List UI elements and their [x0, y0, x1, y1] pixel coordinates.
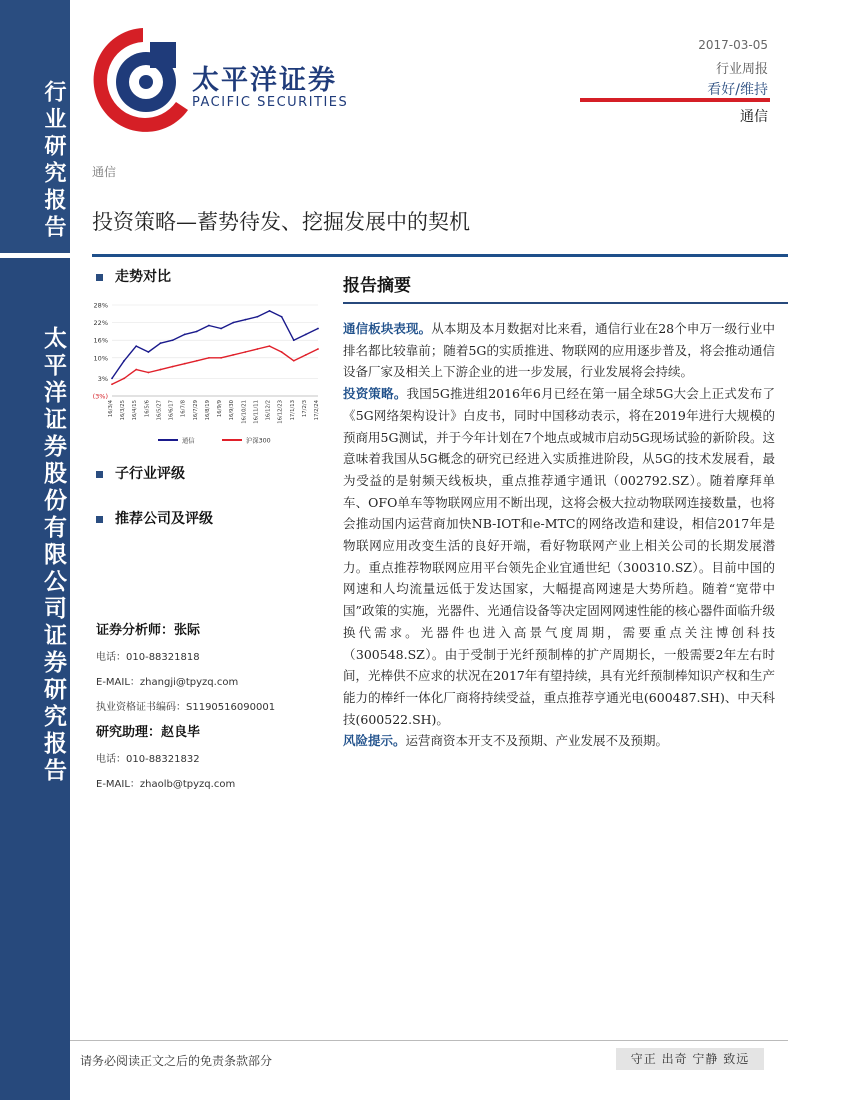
- paragraph-text: 我国5G推进组2016年6月已经在第一届全球5G大会上正式发布了《5G网络架构设计》白皮书，同时中国移动表示，将在2019年进行大规模的预商用5G测试，并于今年计划在7个地点或城市启动5G现场试验的新阶段。这意味着我国从5G概念的研究已经进入实质推进阶段，从5G的技术发展看，最为受益的是射频天线板块，重点推荐通宇通讯（002792.SZ）。随着摩拜单车、OFO单车等物联网应用不断出现，这将会极大拉动物联网连接数量，也将会推动国内运营商加快NB-IOT和e-MTC的网络改造和建设，相信2017年是物联网应用改变生活的良好开端，看好物联网产业上相关公司的长期发展潜力。重点推荐物联网应用平台领先企业宜通世纪（300310.SZ）。目前中国的网速和人均流量远低于发达国家，大幅提高网速是大势所趋。随着“宽带中国”政策的实施，光器件、光通信设备等决定固网网速性能的核心器件面临升级换代需求。光器件也进入高景气度周期，需要重点关注博创科技（300548.SZ）。由于受制于光纤预制棒的扩产周期长，一般需要2年左右时间，光棒供不应求的状况在2017年有望持续，具有光纤预制棒知识产权和生产能力的棒纤一体化厂商将持续受益，重点推荐亨通光电(600487.SH)、中天科技(600522.SH)。: [343, 386, 775, 727]
- sidebar-top: [0, 0, 70, 253]
- data-point: [196, 360, 198, 362]
- assistant-name: 研究助理：赵良毕: [96, 725, 201, 740]
- data-point: [196, 331, 198, 333]
- y-tick-label: 3%: [97, 374, 108, 383]
- x-tick-label: 17/2/3: [301, 400, 308, 418]
- bullet-square-icon: [96, 471, 103, 478]
- x-tick-label: 16/3/25: [120, 400, 127, 421]
- data-point: [208, 325, 210, 327]
- analyst-phone: 电话：010-88321818: [96, 652, 200, 663]
- data-point: [184, 333, 186, 335]
- x-tick-label: 16/7/29: [192, 400, 199, 421]
- bullet-square-icon: [96, 274, 103, 281]
- section-trend-label: 走势对比: [115, 269, 171, 285]
- data-point: [123, 377, 125, 379]
- keyword-risk: 风险提示。: [343, 733, 406, 749]
- y-tick-label: 10%: [93, 354, 108, 363]
- data-point: [232, 354, 234, 356]
- paragraph-text: 从本期及本月数据对比来看，通信行业在28个申万一级行业中排名都比较靠前；随着5G的实质推进、物联网的应用逐步普及，将会推动通信设备厂家及相关上下游企业的进一步发展，行业发展将会持续。: [343, 321, 775, 380]
- y-tick-label: (3%): [92, 392, 108, 401]
- contacts: [96, 622, 326, 801]
- data-point: [293, 339, 295, 341]
- x-tick-label: 16/5/6: [144, 400, 151, 418]
- section-recommended: [96, 508, 213, 528]
- data-point: [135, 369, 137, 371]
- logo-name-cn: 太平洋证券: [192, 65, 337, 96]
- x-tick-label: 16/12/23: [277, 400, 284, 424]
- analyst-name: 证券分析师：张际: [96, 623, 201, 638]
- data-point: [244, 319, 246, 321]
- bullet-square-icon: [96, 516, 103, 523]
- y-tick-label: 22%: [93, 319, 108, 328]
- footer-motto: 守正 出奇 宁静 致远: [616, 1048, 764, 1070]
- keyword-performance: 通信板块表现。: [343, 321, 432, 336]
- data-point: [172, 366, 174, 368]
- assistant-email[interactable]: E-MAIL：zhaolb@tpyzq.com: [96, 779, 236, 790]
- data-point: [111, 383, 113, 385]
- page-title: 投资策略—蓄势待发、挖掘发展中的契机: [92, 210, 470, 234]
- abstract-paragraph: [343, 730, 775, 752]
- data-point: [160, 342, 162, 344]
- abstract-body: [343, 318, 775, 752]
- data-point: [232, 322, 234, 324]
- data-point: [305, 333, 307, 335]
- data-point: [281, 316, 283, 318]
- x-tick-label: 16/7/8: [180, 400, 187, 418]
- industry-label: 通信: [740, 109, 768, 125]
- data-point: [184, 363, 186, 365]
- abstract-paragraph: [343, 318, 775, 383]
- data-point: [160, 369, 162, 371]
- data-point: [305, 354, 307, 356]
- section-sub-industry-label: 子行业评级: [115, 466, 185, 482]
- sidebar-top-label: 行业研究报告: [41, 80, 67, 242]
- logo-emblem-icon: [88, 20, 198, 140]
- category-label: 通信: [92, 165, 117, 179]
- trend-chart: [86, 298, 326, 448]
- x-tick-label: 16/6/17: [168, 400, 175, 421]
- sidebar-bottom: [0, 258, 70, 1100]
- data-point: [208, 357, 210, 359]
- x-tick-label: 16/3/4: [108, 400, 114, 418]
- x-tick-label: 17/2/24: [314, 400, 320, 421]
- data-point: [269, 310, 271, 312]
- y-tick-label: 28%: [93, 301, 108, 310]
- analyst-email[interactable]: E-MAIL：zhangji@tpyzq.com: [96, 677, 239, 688]
- data-point: [135, 345, 137, 347]
- data-point: [293, 360, 295, 362]
- y-tick-label: 16%: [93, 336, 108, 345]
- x-tick-label: 16/12/2: [265, 400, 272, 421]
- data-point: [220, 328, 222, 330]
- footer-disclaimer: 请务必阅读正文之后的免责条款部分: [80, 1054, 273, 1068]
- abstract-divider: [343, 302, 788, 304]
- legend-label: 沪深300: [246, 437, 271, 445]
- assistant-phone: 电话：010-88321832: [96, 754, 200, 765]
- data-point: [123, 360, 125, 362]
- x-tick-label: 16/8/19: [204, 400, 211, 421]
- footer-divider: [70, 1040, 788, 1041]
- x-tick-label: 16/9/30: [229, 400, 236, 421]
- data-point: [111, 377, 113, 379]
- x-tick-label: 16/9/9: [217, 400, 224, 418]
- sidebar-bottom-label: 太平洋证券股份有限公司证券研究报告: [40, 326, 67, 785]
- data-point: [244, 351, 246, 353]
- data-point: [220, 357, 222, 359]
- header-divider: [580, 98, 770, 102]
- x-tick-label: 17/1/13: [289, 400, 296, 421]
- data-point: [269, 345, 271, 347]
- x-tick-label: 16/5/27: [156, 400, 163, 421]
- report-date: 2017-03-05: [698, 38, 768, 52]
- paragraph-text: 运营商资本开支不及预期、产业发展不及预期。: [405, 733, 669, 749]
- rating: 看好/维持: [707, 82, 768, 98]
- abstract-heading: 报告摘要: [343, 276, 411, 296]
- analyst-cert: 执业资格证书编码：S1190516090001: [96, 702, 276, 713]
- section-trend: [96, 266, 171, 286]
- x-tick-label: 16/4/15: [132, 400, 139, 421]
- report-type: 行业周报: [715, 62, 768, 77]
- section-recommended-label: 推荐公司及评级: [115, 511, 213, 527]
- logo-name-en: PACIFIC SECURITIES: [192, 95, 349, 110]
- title-divider: [92, 254, 788, 257]
- data-point: [317, 348, 319, 350]
- data-point: [257, 316, 259, 318]
- data-point: [147, 372, 149, 374]
- abstract-paragraph: [343, 383, 775, 730]
- keyword-strategy: 投资策略。: [343, 386, 407, 402]
- x-tick-label: 16/11/11: [253, 400, 260, 424]
- data-point: [281, 351, 283, 353]
- data-point: [147, 351, 149, 353]
- section-sub-industry: [96, 463, 185, 483]
- data-point: [257, 348, 259, 350]
- data-point: [172, 339, 174, 341]
- data-point: [317, 328, 319, 330]
- series-line-telecom: [112, 311, 318, 379]
- legend-label: 通信: [182, 437, 195, 445]
- x-tick-label: 16/10/21: [241, 400, 248, 424]
